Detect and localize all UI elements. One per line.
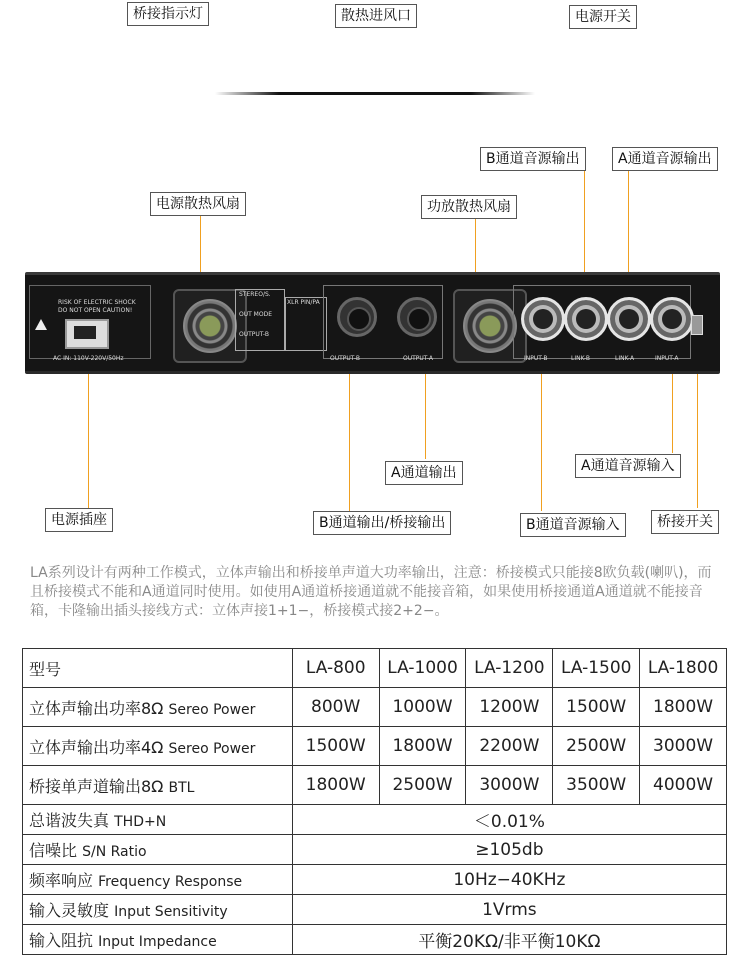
row-label bbox=[23, 835, 293, 865]
value-cell: 1200W bbox=[466, 688, 553, 727]
bridge-indicator-label: 桥接指示灯 bbox=[127, 2, 209, 26]
row-label-en: THD+N bbox=[114, 814, 167, 830]
output-b-label: OUTPUT-B bbox=[330, 355, 360, 362]
output-b-small-label: OUTPUT-B bbox=[239, 331, 269, 338]
model-cell: LA-800 bbox=[292, 649, 379, 688]
ac-in-label: AC IN: 110V-220V/50Hz bbox=[53, 355, 124, 362]
value-cell: 1Vrms bbox=[292, 895, 726, 925]
amplifier-rear-panel bbox=[25, 272, 720, 374]
table-row bbox=[23, 865, 727, 895]
bridge-switch[interactable] bbox=[691, 315, 703, 335]
warning-text-2: DO NOT OPEN CAUTION! bbox=[58, 307, 133, 314]
fan-blade-icon bbox=[463, 299, 517, 353]
a-source-in-callout: A通道音源输入 bbox=[575, 454, 681, 478]
row-label-cn: 输入阻抗 bbox=[29, 931, 94, 950]
warning-text: RISK OF ELECTRIC SHOCK bbox=[58, 299, 136, 306]
table-row bbox=[23, 925, 727, 955]
value-cell: 2500W bbox=[553, 727, 640, 766]
row-label bbox=[23, 805, 293, 835]
row-label-en: BTL bbox=[168, 779, 195, 796]
value-cell: 1000W bbox=[379, 688, 466, 727]
leader-line bbox=[425, 365, 426, 459]
header-label: 型号 bbox=[23, 649, 293, 688]
value-cell: 1800W bbox=[292, 766, 379, 805]
xlr-core bbox=[619, 309, 639, 329]
value-cell: ＜0.01% bbox=[292, 805, 726, 835]
bridge-switch-callout: 桥接开关 bbox=[651, 510, 719, 534]
row-label bbox=[23, 925, 293, 955]
row-label bbox=[23, 766, 293, 805]
model-cell: LA-1200 bbox=[466, 649, 553, 688]
value-cell: 1800W bbox=[379, 727, 466, 766]
row-label-cn: 桥接单声道输出8Ω bbox=[29, 776, 164, 796]
row-label bbox=[23, 895, 293, 925]
table-row bbox=[23, 688, 727, 727]
cooling-vent-label: 散热进风口 bbox=[335, 4, 417, 28]
table-row bbox=[23, 895, 727, 925]
power-socket[interactable] bbox=[65, 319, 109, 349]
row-label-en: Sereo Power bbox=[168, 740, 256, 757]
table-row bbox=[23, 835, 727, 865]
table-row bbox=[23, 766, 727, 805]
b-source-in-callout: B通道音源输入 bbox=[520, 513, 626, 537]
row-label bbox=[23, 688, 293, 727]
value-cell: 3000W bbox=[466, 766, 553, 805]
leader-line bbox=[541, 365, 542, 511]
power-socket-inlet bbox=[74, 326, 96, 339]
table-row bbox=[23, 727, 727, 766]
model-cell: LA-1800 bbox=[640, 649, 727, 688]
fan-blade-icon bbox=[183, 299, 237, 353]
row-label-cn: 立体声输出功率4Ω bbox=[29, 737, 164, 757]
value-cell: ≥105db bbox=[292, 835, 726, 865]
leader-line bbox=[672, 365, 673, 453]
value-cell: 1500W bbox=[553, 688, 640, 727]
link-b-label: LINK-B bbox=[571, 355, 590, 362]
value-cell: 3000W bbox=[640, 727, 727, 766]
row-label-cn: 总谐波失真 bbox=[29, 811, 110, 830]
section-divider bbox=[215, 92, 535, 95]
row-label-en: Sereo Power bbox=[168, 701, 256, 718]
output-a-label: OUTPUT-A bbox=[403, 355, 434, 362]
speakon-core bbox=[347, 307, 371, 331]
row-label-cn: 频率响应 bbox=[29, 871, 94, 890]
model-cell: LA-1500 bbox=[553, 649, 640, 688]
value-cell: 4000W bbox=[640, 766, 727, 805]
value-cell: 800W bbox=[292, 688, 379, 727]
input-b-xlr[interactable] bbox=[521, 297, 565, 341]
value-cell: 2200W bbox=[466, 727, 553, 766]
row-label-cn: 信噪比 bbox=[29, 841, 78, 860]
row-label bbox=[23, 865, 293, 895]
b-bridge-output-callout: B通道输出/桥接输出 bbox=[313, 511, 451, 535]
stereo-mode-label: STEREO/S. bbox=[239, 291, 271, 298]
input-a-label: INPUT-A bbox=[655, 355, 679, 362]
table-header-row bbox=[23, 649, 727, 688]
link-b-xlr[interactable] bbox=[564, 297, 608, 341]
table-row bbox=[23, 805, 727, 835]
output-b-connector[interactable] bbox=[337, 297, 377, 337]
power-fan-callout: 电源散热风扇 bbox=[150, 192, 246, 216]
row-label-en: Input Sensitivity bbox=[114, 904, 228, 920]
row-label bbox=[23, 727, 293, 766]
leader-line bbox=[88, 365, 89, 508]
input-a-xlr[interactable] bbox=[650, 297, 694, 341]
mode-table-1 bbox=[235, 289, 285, 351]
xlr-pin-label: XLR PIN/PA bbox=[287, 299, 320, 306]
row-label-en: S/N Ratio bbox=[82, 844, 147, 860]
amp-fan-callout: 功放散热风扇 bbox=[421, 195, 517, 219]
row-label-en: Frequency Response bbox=[98, 874, 243, 890]
value-cell: 3500W bbox=[553, 766, 640, 805]
value-cell: 10Hz−40KHz bbox=[292, 865, 726, 895]
row-label-en: Input Impedance bbox=[98, 934, 217, 950]
power-switch-label: 电源开关 bbox=[569, 5, 637, 29]
model-cell: LA-1000 bbox=[379, 649, 466, 688]
a-output-callout: A通道输出 bbox=[385, 461, 463, 485]
warning-icon bbox=[35, 319, 47, 330]
value-cell: 2500W bbox=[379, 766, 466, 805]
link-a-label: LINK-A bbox=[615, 355, 635, 362]
out-mode-label: OUT MODE bbox=[239, 311, 272, 318]
leader-line bbox=[349, 365, 350, 511]
output-a-connector[interactable] bbox=[397, 297, 437, 337]
b-source-out-callout: B通道音源输出 bbox=[480, 147, 586, 171]
speakon-core bbox=[407, 307, 431, 331]
power-socket-callout: 电源插座 bbox=[45, 508, 113, 532]
value-cell: 平衡20KΩ/非平衡10KΩ bbox=[292, 925, 726, 955]
value-cell: 1500W bbox=[292, 727, 379, 766]
a-source-out-callout: A通道音源输出 bbox=[612, 147, 718, 171]
leader-line bbox=[697, 365, 698, 508]
xlr-core bbox=[533, 309, 553, 329]
spec-table bbox=[22, 648, 727, 955]
row-label-cn: 输入灵敏度 bbox=[29, 901, 110, 920]
input-b-label: INPUT-B bbox=[524, 355, 548, 362]
xlr-core bbox=[576, 309, 596, 329]
mode-description: LA系列设计有两种工作模式，立体声输出和桥接单声道大功率输出，注意：桥接模式只能接8欧负载(喇叭)，而且桥接模式不能和A通道同时使用。如使用A通道桥接通道就不能接音箱，如果使用桥接通道A通道就不能接音箱，卡隆输出插头接线方式：立体声接1+1−，桥接模式接2+2−。 bbox=[30, 565, 712, 619]
xlr-core bbox=[662, 309, 682, 329]
link-a-xlr[interactable] bbox=[607, 297, 651, 341]
value-cell: 1800W bbox=[640, 688, 727, 727]
row-label-cn: 立体声输出功率8Ω bbox=[29, 698, 164, 718]
